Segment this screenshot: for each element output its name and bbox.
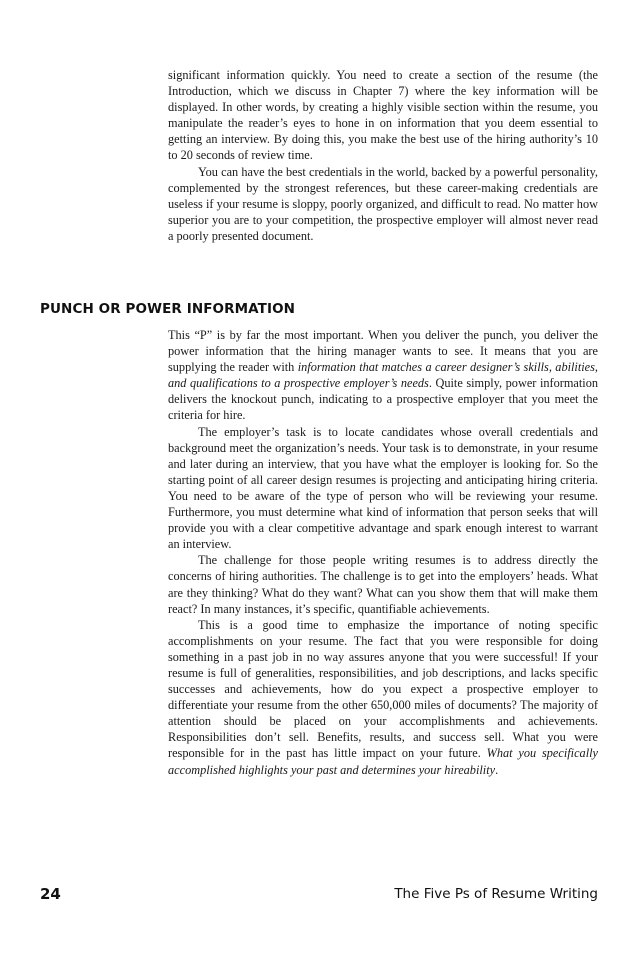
paragraph-4-emphasis: What you specifically accomplished highlights your past and determines your hireability <box>168 746 598 777</box>
paragraph-1-emphasis: information that matches a career designer’s skills, abilities, and qualifications to a prospective employer’s needs <box>168 360 599 391</box>
paragraph-1-text-end: . Quite simply, power information delivers the knockout punch, indicating to a prospective employer that you meet the criteria for hire. <box>168 376 598 423</box>
section-heading: PUNCH OR POWER INFORMATION <box>40 301 296 317</box>
intro-paragraph-1: significant information quickly. You need to create a section of the resume (the Introduction, which we discuss in Chapter 7) where the key information will be displayed. In other words, by creating a highly visible section within the resume, you manipulate the reader’s eyes to hone in on information that you deem essential to getting an interview. By doing this, you make the best use of the hiring authority’s 10 to 20 seconds of review time. <box>168 68 598 163</box>
running-title: The Five Ps of Resume Writing <box>394 886 598 902</box>
intro-paragraph-2: You can have the best credentials in the world, backed by a powerful personality, complemented by the strongest references, but these career-making credentials are useless if your resume is sloppy, poorly organized, and difficult to read. No matter how superior you are to your competition, the prospective employer will almost never read a poorly presented document. <box>168 164 598 243</box>
paragraph-1-text-start: This “P” is by far the most important. When you deliver the punch, you deliver the power information that the hiring manager wants to see. It means that you are supplying the reader with <box>168 328 598 375</box>
section-paragraph-1 <box>168 327 598 424</box>
section-paragraph-2: The employer’s task is to locate candidates whose overall credentials and background meet the organization’s needs. Your task is to demonstrate, in your resume and later during an interview, that you have what the employer is looking for. So the starting point of all career design resumes is projecting and anticipating hiring criteria. You need to be aware of the type of person who will be reviewing your resume. Furthermore, you must determine what kind of information that person seeks that will provide you with a clear competitive advantage and spark enough interest to warrant an interview. <box>168 424 598 552</box>
section-paragraph-4 <box>168 617 598 778</box>
intro-text-block <box>168 67 598 244</box>
section-paragraph-3: The challenge for those people writing resumes is to address directly the concerns of hiring authorities. The challenge is to get into the employers’ heads. What are they thinking? What do they want? What can you show them that will make them react? In many instances, it’s specific, quantifiable achievements. <box>168 553 598 616</box>
page-number: 24 <box>40 885 61 903</box>
section-text-block <box>168 327 598 778</box>
paragraph-4-text-end: . <box>495 762 499 777</box>
paragraph-4-text-start: This is a good time to emphasize the importance of noting specific accomplishments on your resume. The fact that you were responsible for doing something in a past job in no way assures anyone that you were successful! If your resume is full of generalities, responsibilities, and job descriptions, and lacks specific successes and achievements, how do you expect a prospective employer to differentiate your resume from the other 650,000 miles of documents? The majority of attention should be placed on your accomplishments and achievements. Responsibilities don’t sell. Benefits, results, and success sell. What you were responsible for in the past has little impact on your future. <box>168 617 598 761</box>
